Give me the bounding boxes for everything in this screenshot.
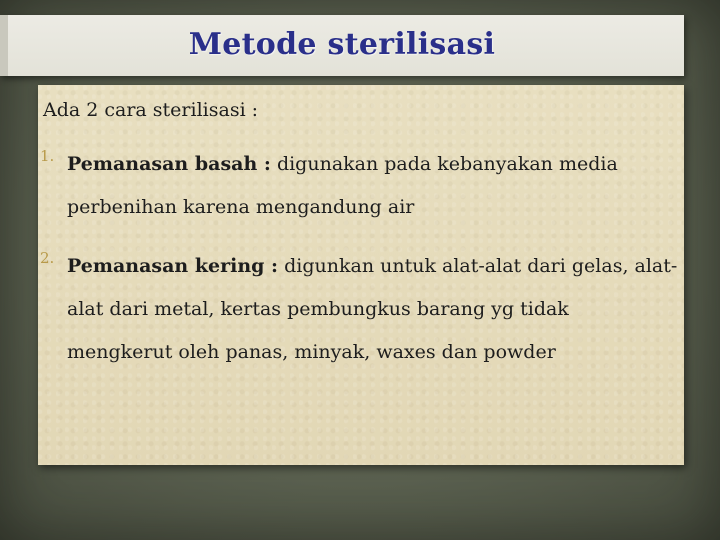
slide-title: Metode sterilisasi: [188, 27, 496, 62]
method-description: digunkan untuk alat-alat dari gelas, alat-alat dari metal, kertas pembungkus barang yg tidak mengkerut oleh panas, minyak, waxes dan powder: [67, 255, 678, 363]
method-term: Pemanasan basah :: [67, 153, 271, 175]
list-number: 1.: [40, 147, 55, 165]
list-item-text: [67, 143, 678, 229]
list-number: 2.: [40, 249, 55, 267]
intro-text: Ada 2 cara sterilisasi :: [43, 99, 259, 121]
list-item: [38, 143, 678, 229]
list-item-text: [67, 245, 678, 374]
list-item: [38, 245, 678, 374]
method-list: [38, 143, 678, 390]
method-term: Pemanasan kering :: [67, 255, 279, 277]
title-bar: [0, 15, 684, 76]
method-description: digunakan pada kebanyakan media perbenihan karena mengandung air: [67, 153, 618, 218]
content-panel: [38, 85, 684, 465]
